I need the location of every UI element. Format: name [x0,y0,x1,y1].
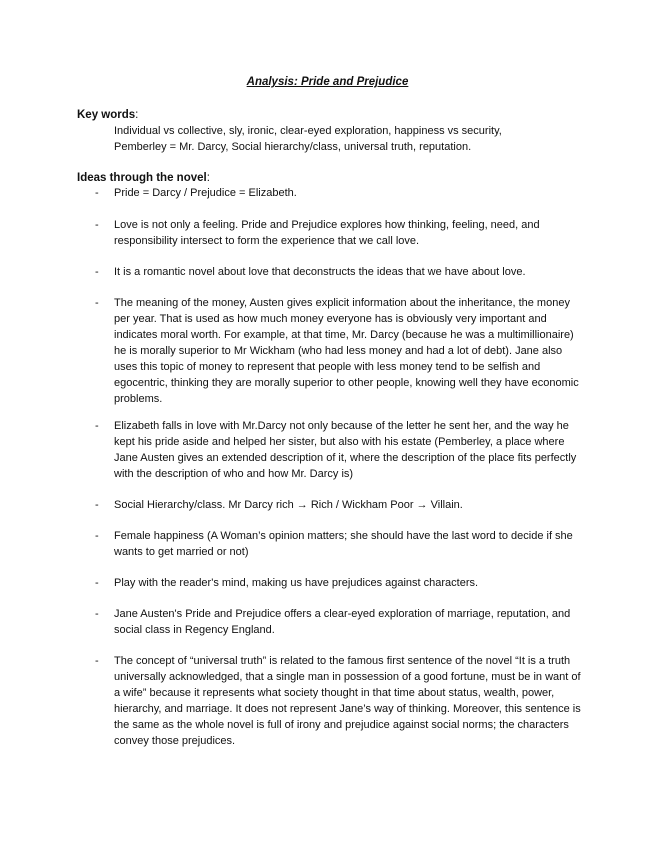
list-item-text: Pride = Darcy / Prejudice = Elizabeth. [114,187,297,199]
bullet-dash: - [95,530,99,542]
bullet-dash: - [95,499,99,511]
list-item-text: The meaning of the money, Austen gives explicit information about the inheritance, the money per year. That is used as how much money everyone has is obviously very important and indicates moral worth. For example, at that time, Mr. Darcy (because he was a multimillionaire) he is morally superior to Mr Wickham (who had less money and had a lot of debt). Jane also uses this topic of money to represent that people with less money tend to be selfish and egocentric, thinking they are morally superior to other people, knowing well they have economic problems. [114,297,579,405]
list-item-text: Elizabeth falls in love with Mr.Darcy not only because of the letter he sent her, and the way he kept his pride aside and helped her sister, but also with his estate (Pemberley, a place where Jane Austen gives an extended description of it, where the description of the place fits perfectly with the description of who and how Mr. Darcy is) [114,420,577,480]
bullet-dash: - [95,187,99,199]
bullet-dash: - [95,655,99,667]
list-item-text: It is a romantic novel about love that deconstructs the ideas that we have about love. [114,266,526,278]
bullet-dash: - [95,219,99,231]
key-words-section [77,108,577,155]
bullet-dash: - [95,608,99,620]
ideas-heading: Ideas through the novel: [77,172,210,184]
list-item-text: Social Hierarchy/class. Mr Darcy rich → Rich / Wickham Poor → Villain. [114,499,463,511]
list-item-text: Love is not only a feeling. Pride and Prejudice explores how thinking, feeling, need, and responsibility intersect to form the experience that we call love. [114,219,540,247]
list-item-text: The concept of “universal truth” is related to the famous first sentence of the novel “It is a truth universally acknowledged, that a single man in possession of a good fortune, must be in want of a wife” because it represents what society thought in that time about status, wealth, power, hierarchy, and marriage. It does not represent Jane’s way of thinking. Moreover, this sentence is the same as the whole novel is full of irony and prejudice against social norms; the characters convey those prejudices. [114,655,581,747]
bullet-dash: - [95,266,99,278]
bullet-dash: - [95,420,99,432]
list-item-text: Play with the reader's mind, making us have prejudices against characters. [114,577,479,589]
list-item-text: Female happiness (A Woman’s opinion matters; she should have the last word to decide if she wants to get married or not) [114,530,573,558]
key-words-heading: Key words: [77,109,139,121]
key-words-text: Individual vs collective, sly, ironic, clear-eyed exploration, happiness vs security, Pemberley = Mr. Darcy, Social hierarchy/class, universal truth, reputation. [114,125,502,153]
list-item-text: Jane Austen's Pride and Prejudice offers a clear-eyed exploration of marriage, reputation, and social class in Regency England. [114,608,571,636]
document-title: Analysis: Pride and Prejudice [246,76,409,88]
bullet-dash: - [95,297,99,309]
bullet-dash: - [95,577,99,589]
